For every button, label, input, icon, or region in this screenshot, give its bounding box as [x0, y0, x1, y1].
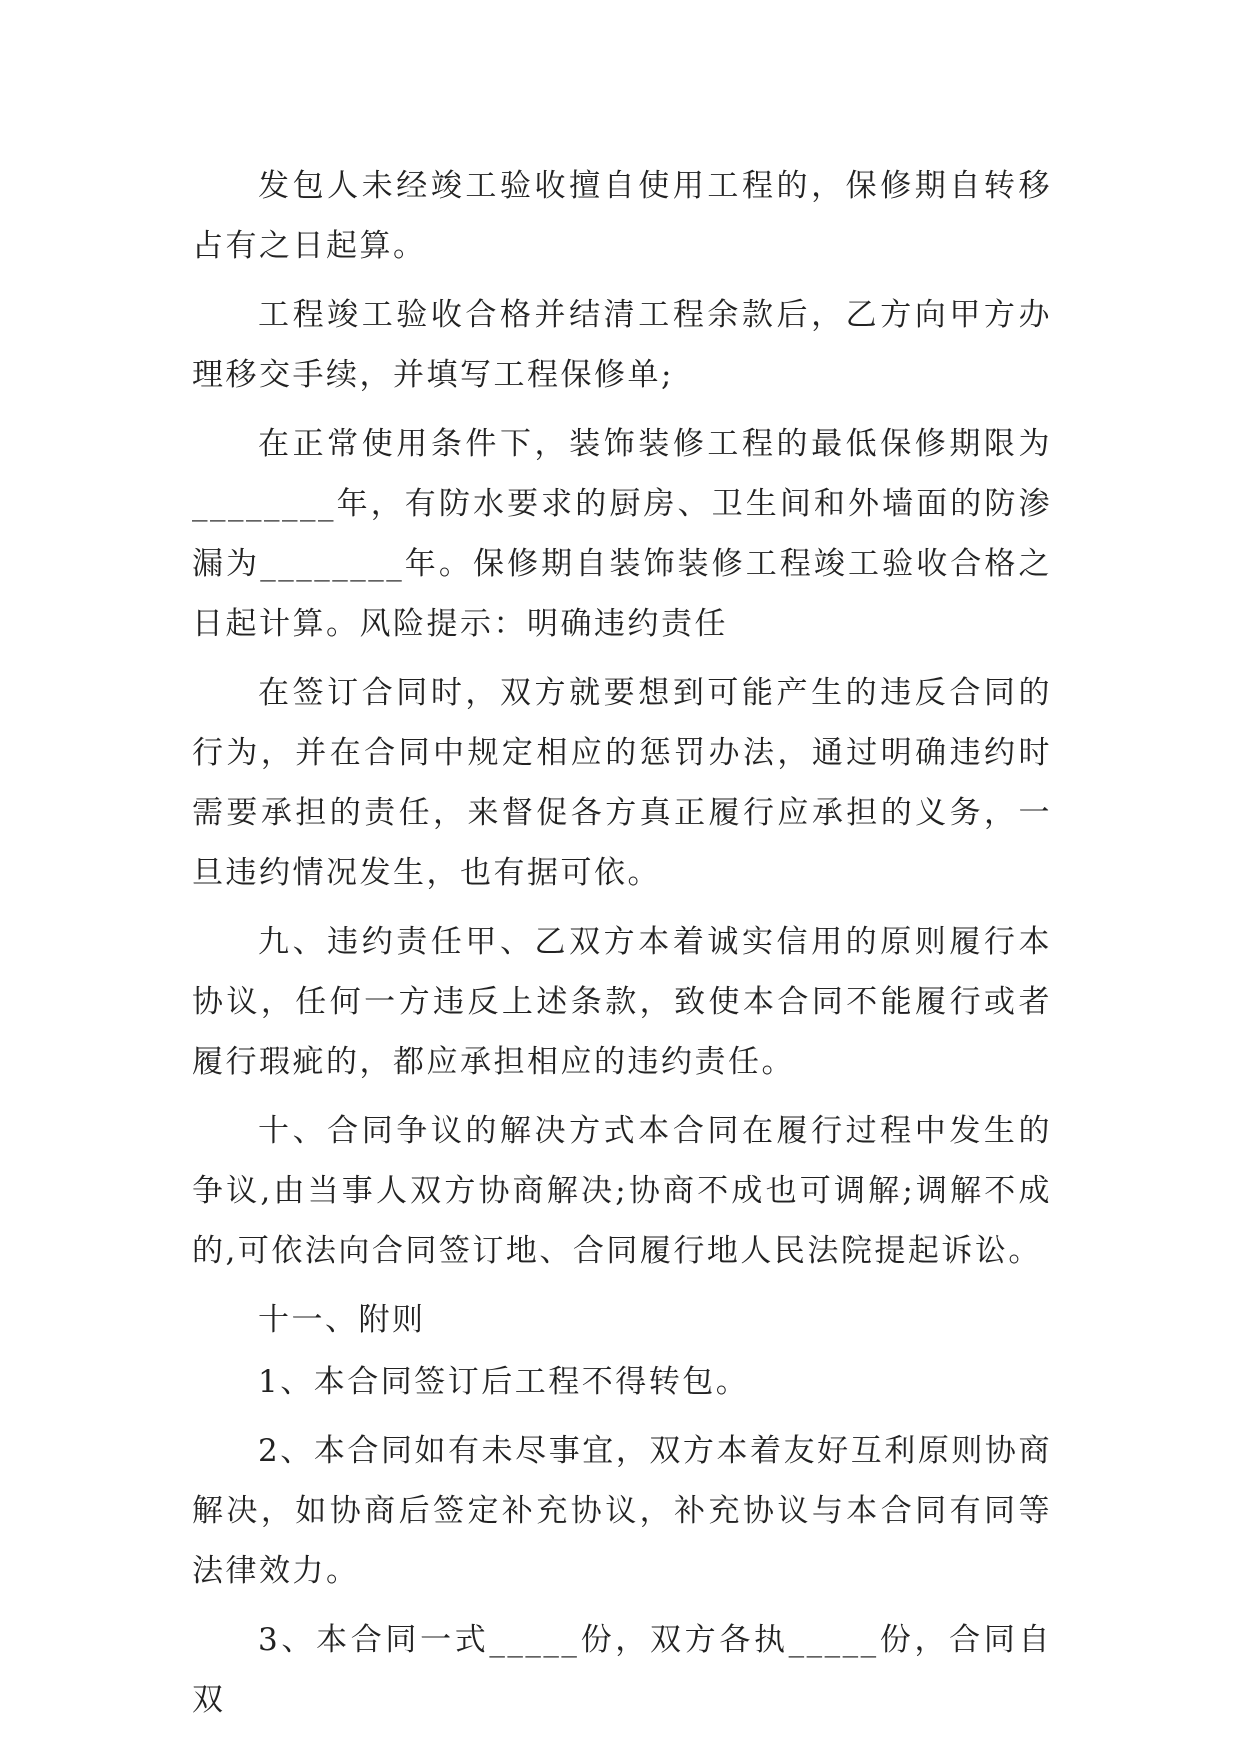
paragraph-section-11-heading: 十一、附则: [258, 1302, 426, 1338]
paragraph-warranty-start: 发包人未经竣工验收擅自使用工程的，保修期自转移占有之日起算。: [192, 168, 1052, 264]
paragraph-clause-1: 1、本合同签订后工程不得转包。: [258, 1364, 750, 1400]
paragraph-warranty-period: 在正常使用条件下，装饰装修工程的最低保修期限为________年，有防水要求的厨房、卫生间和外墙面的防渗漏为________年。保修期自装饰装修工程竣工验收合格之日起计算。风险提示：明确违约责任: [192, 426, 1052, 642]
paragraph-risk-note: 在签订合同时，双方就要想到可能产生的违反合同的行为，并在合同中规定相应的惩罚办法，通过明确违约时需要承担的责任，来督促各方真正履行应承担的义务，一旦违约情况发生，也有据可依。: [192, 675, 1052, 891]
paragraph-handover: 工程竣工验收合格并结清工程余款后，乙方向甲方办理移交手续，并填写工程保修单;: [192, 297, 1052, 393]
paragraph-clause-3: 3、本合同一式_____份，双方各执_____份，合同自双: [192, 1622, 1052, 1718]
paragraph-section-9: 九、违约责任甲、乙双方本着诚实信用的原则履行本协议，任何一方违反上述条款，致使本合同不能履行或者履行瑕疵的，都应承担相应的违约责任。: [192, 924, 1052, 1080]
paragraph-section-10: 十、合同争议的解决方式本合同在履行过程中发生的争议,由当事人双方协商解决;协商不成也可调解;调解不成的,可依法向合同签订地、合同履行地人民法院提起诉讼。: [192, 1113, 1052, 1269]
document-body: [192, 156, 1052, 1739]
paragraph-clause-2: 2、本合同如有未尽事宜，双方本着友好互利原则协商解决，如协商后签定补充协议，补充协议与本合同有同等法律效力。: [192, 1433, 1052, 1589]
